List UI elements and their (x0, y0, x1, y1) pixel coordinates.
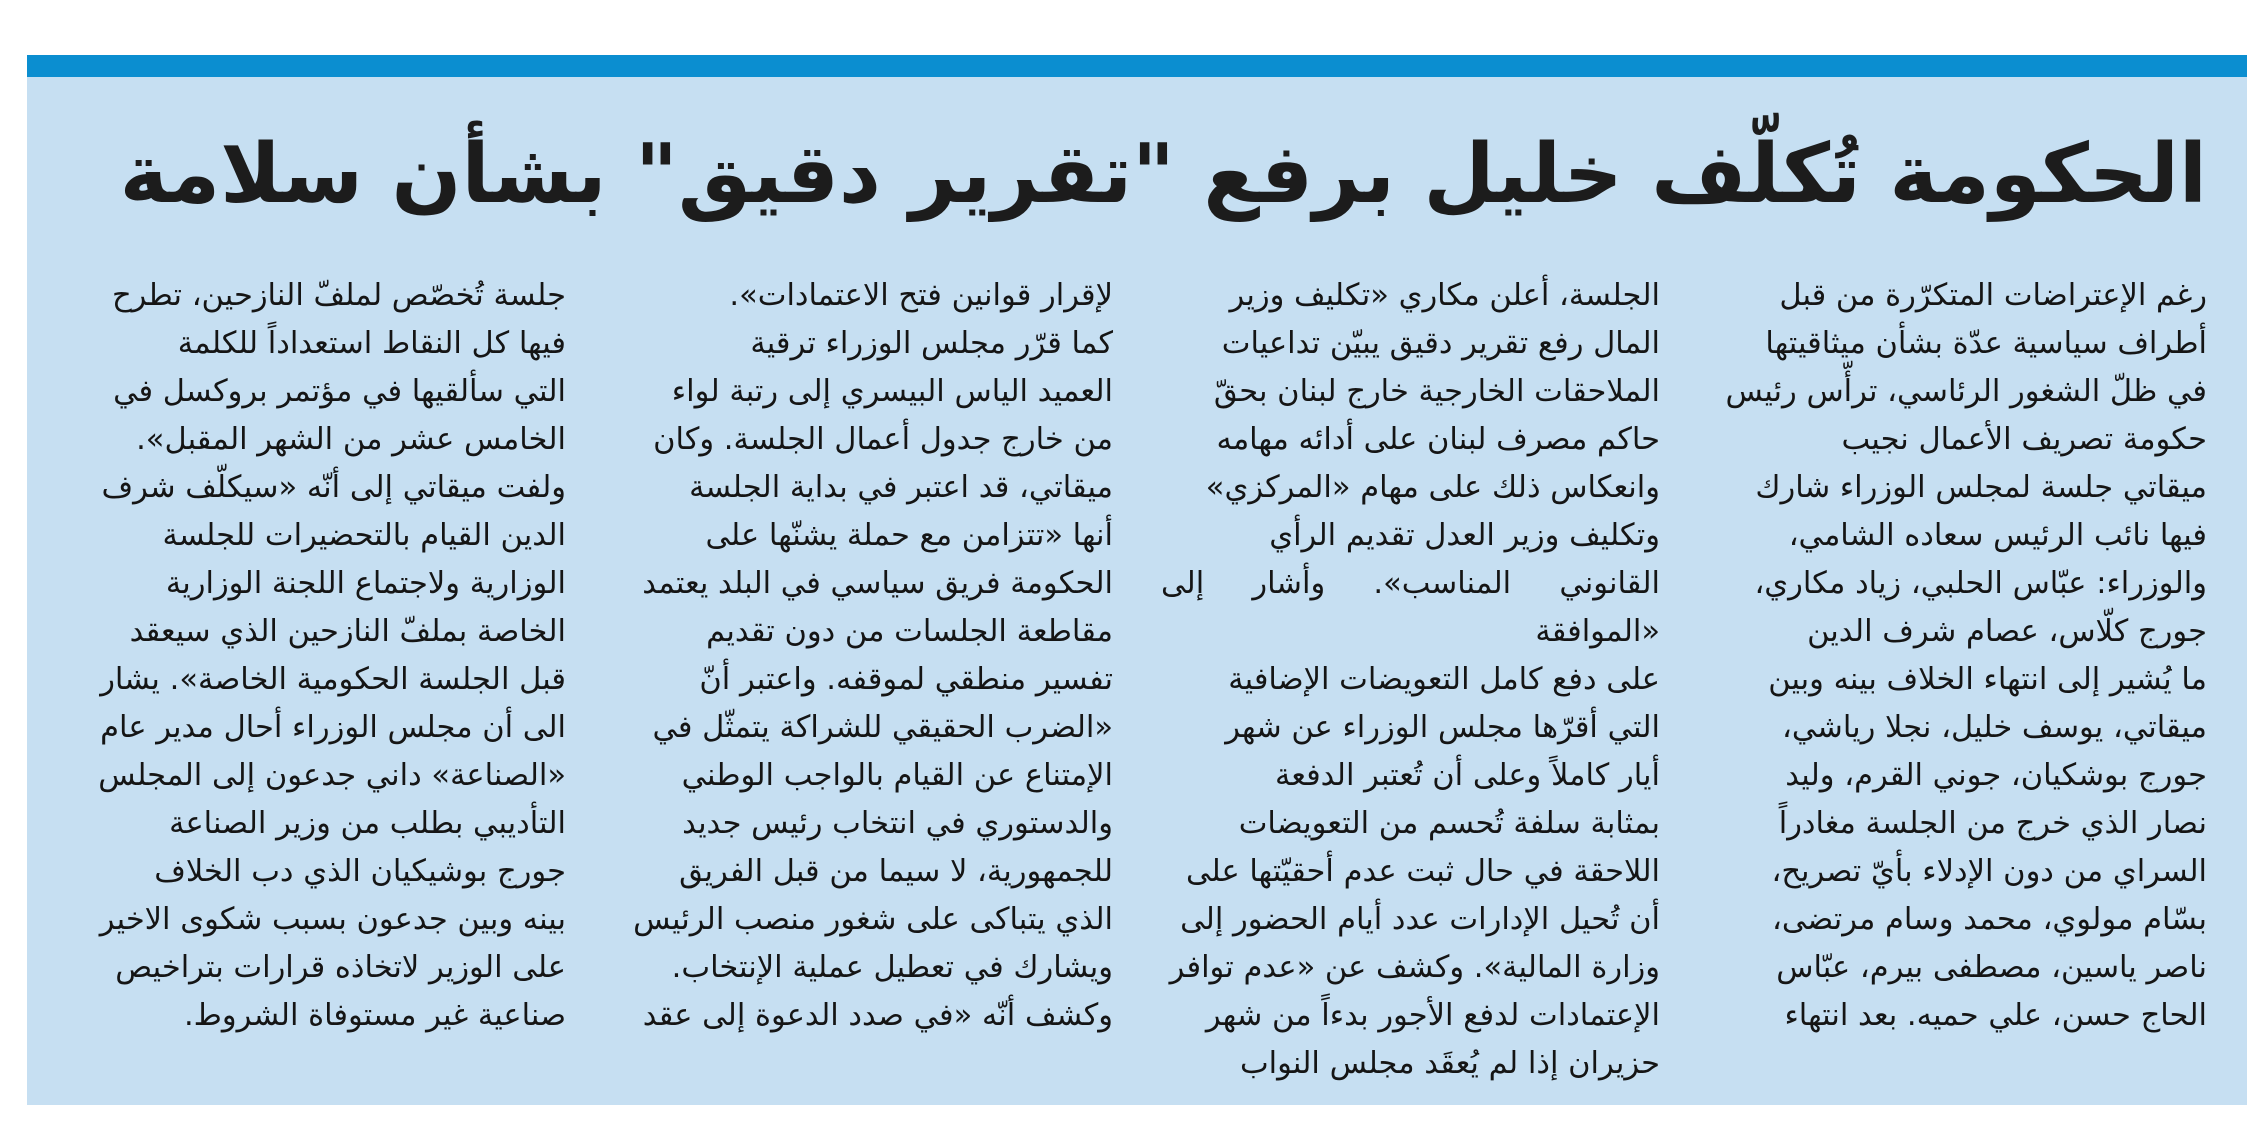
column-4 (67, 272, 566, 1072)
column-1-text: رغم الإعتراضات المتكرّرة من قبل أطراف سياسية عدّة بشأن ميثاقيتها في ظلّ الشغور الرئاسي، ترأّس رئيس حكومة تصريف الأعمال نجيب ميقاتي جلسة لمجلس الوزراء شارك فيها نائب الرئيس سعاده الشامي، والوزراء: عبّاس الحلبي، زياد مكاري، جورج كلّاس، عصام شرف الدين ما يُشير إلى انتهاء الخلاف بينه وبين ميقاتي، يوسف خليل، نجلا رياشي، جورج بوشكيان، جوني القرم، وليد نصار الذي خرج من الجلسة مغادراً السراي من دون الإدلاء بأيّ تصريح، بسّام مولوي، محمد وسام مرتضى، ناصر ياسين، مصطفى بيرم، عبّاس الحاج حسن، علي حميه. بعد انتهاء (1725, 278, 2207, 1033)
column-2-text: الجلسة، أعلن مكاري «تكليف وزير المال رفع تقرير دقيق يبيّن تداعيات الملاحقات الخارجية خارج لبنان بحقّ حاكم مصرف لبنان على أدائه مهامه وانعكاس ذلك على مهام «المركزي» وتكليف وزير العدل تقديم الرأي القانوني المناسب». وأشار إلى «الموافقة على دفع كامل التعويضات الإضافية التي أقرّها مجلس الوزراء عن شهر أيار كاملاً وعلى أن تُعتبر الدفعة بمثابة سلفة تُحسم من التعويضات اللاحقة في حال ثبت عدم أحقيّتها على أن تُحيل الإدارات عدد أيام الحضور إلى وزارة المالية». وكشف عن «عدم توافر الإعتمادات لدفع الأجور بدءاً من شهر حزيران إذا لم يُعقَد مجلس النواب (1161, 278, 1660, 1081)
article-columns (67, 272, 2207, 1081)
article-panel (27, 55, 2247, 1105)
headline: الحكومة تُكلّف خليل برفع "تقرير دقيق" بشأن سلامة (119, 127, 2207, 222)
column-3-text: لإقرار قوانين فتح الاعتمادات». كما قرّر مجلس الوزراء ترقية العميد الياس البيسري إلى رتبة لواء من خارج جدول أعمال الجلسة. وكان ميقاتي، قد اعتبر في بداية الجلسة أنها «تتزامن مع حملة يشنّها على الحكومة فريق سياسي في البلد يعتمد مقاطعة الجلسات من دون تقديم تفسير منطقي لموقفه. واعتبر أنّ «الضرب الحقيقي للشراكة يتمثّل في الإمتناع عن القيام بالواجب الوطني والدستوري في انتخاب رئيس جديد للجمهورية، لا سيما من قبل الفريق الذي يتباكى على شغور منصب الرئيس ويشارك في تعطيل عملية الإنتخاب. وكشف أنّه «في صدد الدعوة إلى عقد (633, 278, 1113, 1033)
column-3 (614, 272, 1113, 1072)
column-1 (1708, 272, 2207, 1072)
column-2 (1161, 272, 1660, 1081)
column-4-text: جلسة تُخصّص لملفّ النازحين، تطرح فيها كل النقاط استعداداً للكلمة التي سألقيها في مؤتمر بروكسل في الخامس عشر من الشهر المقبل». ولفت ميقاتي إلى أنّه «سيكلّف شرف الدين القيام بالتحضيرات للجلسة الوزارية ولاجتماع اللجنة الوزارية الخاصة بملفّ النازحين الذي سيعقد قبل الجلسة الحكومية الخاصة». يشار الى أن مجلس الوزراء أحال مدير عام «الصناعة» داني جدعون إلى المجلس التأديبي بطلب من وزير الصناعة جورج بوشيكيان الذي دب الخلاف بينه وبين جدعون بسبب شكوى الاخير على الوزير لاتخاذه قرارات بتراخيص صناعية غير مستوفاة الشروط. (98, 278, 566, 1033)
